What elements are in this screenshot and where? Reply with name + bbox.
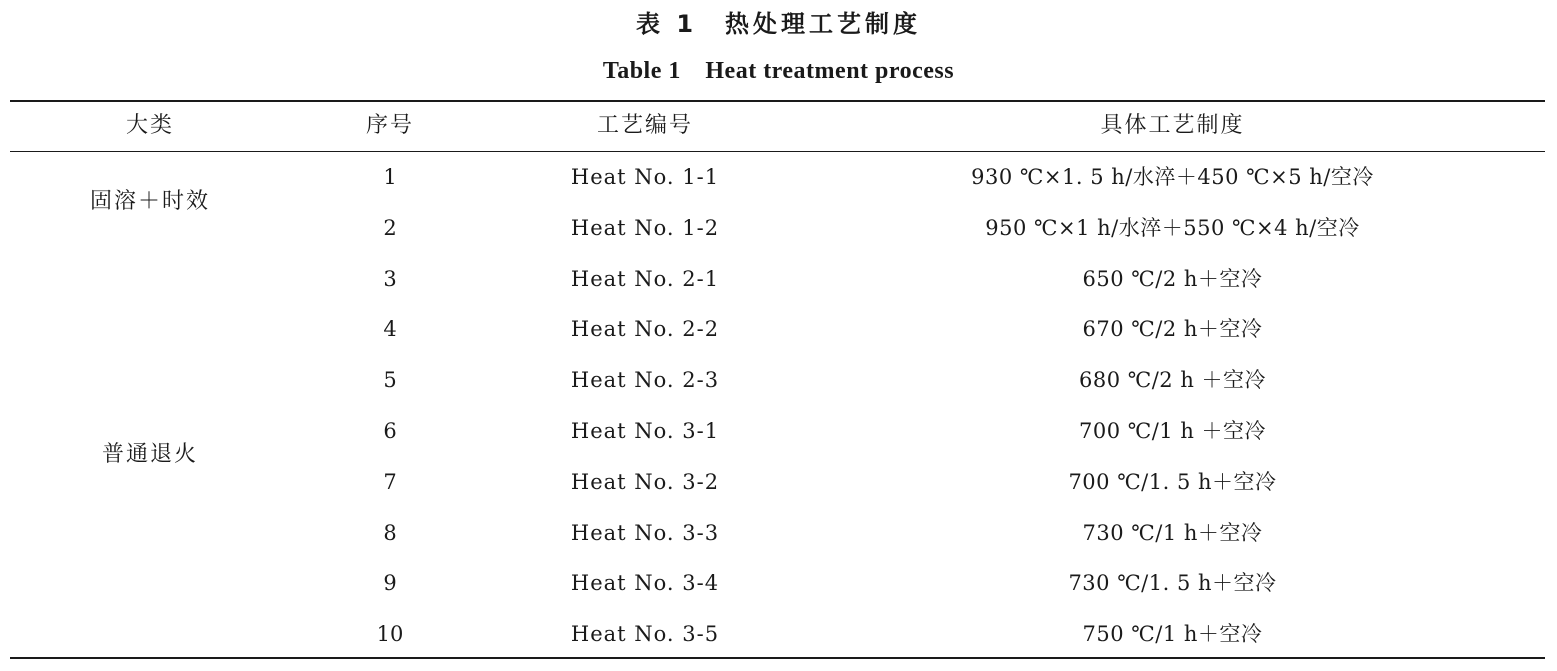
- table-caption-zh: 表 1 热处理工艺制度: [635, 10, 922, 38]
- process-detail-cell: 730 ℃/1 h＋空冷: [1082, 521, 1263, 545]
- header-category: 大类: [125, 113, 174, 138]
- process-code-cell: Heat No. 3-5: [570, 622, 720, 646]
- process-code-cell: Heat No. 1-1: [570, 165, 720, 189]
- serial-number-cell: 2: [383, 216, 397, 240]
- serial-number-cell: 10: [376, 622, 404, 646]
- serial-number-cell: 1: [383, 165, 397, 189]
- serial-number-cell: 6: [383, 419, 397, 443]
- serial-number-cell: 3: [383, 267, 397, 291]
- process-detail-cell: 670 ℃/2 h＋空冷: [1082, 317, 1263, 341]
- process-detail-cell: 930 ℃×1. 5 h/水淬＋450 ℃×5 h/空冷: [971, 165, 1374, 189]
- serial-number-cell: 8: [383, 521, 397, 545]
- process-code-cell: Heat No. 3-4: [570, 571, 720, 595]
- process-detail-cell: 700 ℃/1 h ＋空冷: [1078, 419, 1267, 443]
- header-serial-number: 序号: [365, 113, 414, 138]
- process-code-cell: Heat No. 3-3: [570, 521, 720, 545]
- process-detail-cell: 650 ℃/2 h＋空冷: [1082, 267, 1263, 291]
- process-code-cell: Heat No. 3-2: [570, 470, 720, 494]
- serial-number-cell: 7: [383, 470, 397, 494]
- header-process-code: 工艺编号: [596, 113, 693, 138]
- process-detail-cell: 700 ℃/1. 5 h＋空冷: [1068, 470, 1277, 494]
- process-code-cell: Heat No. 2-2: [570, 317, 720, 341]
- process-code-cell: Heat No. 2-1: [570, 267, 720, 291]
- process-code-cell: Heat No. 2-3: [570, 368, 720, 392]
- process-code-cell: Heat No. 3-1: [570, 419, 720, 443]
- table-caption-en: Table 1 Heat treatment process: [602, 58, 955, 84]
- process-detail-cell: 750 ℃/1 h＋空冷: [1082, 622, 1263, 646]
- category-solution-aging: 固溶＋时效: [89, 189, 210, 214]
- table-top-rule: [10, 100, 1545, 102]
- process-code-cell: Heat No. 1-2: [570, 216, 720, 240]
- process-detail-cell: 730 ℃/1. 5 h＋空冷: [1068, 571, 1277, 595]
- table-header-rule: [10, 151, 1545, 152]
- process-detail-cell: 680 ℃/2 h ＋空冷: [1078, 368, 1267, 392]
- table-bottom-rule: [10, 657, 1545, 659]
- serial-number-cell: 4: [383, 317, 397, 341]
- process-detail-cell: 950 ℃×1 h/水淬＋550 ℃×4 h/空冷: [985, 216, 1360, 240]
- serial-number-cell: 5: [383, 368, 397, 392]
- category-annealing: 普通退火: [101, 442, 198, 467]
- serial-number-cell: 9: [383, 571, 397, 595]
- header-process-detail: 具体工艺制度: [1100, 113, 1245, 138]
